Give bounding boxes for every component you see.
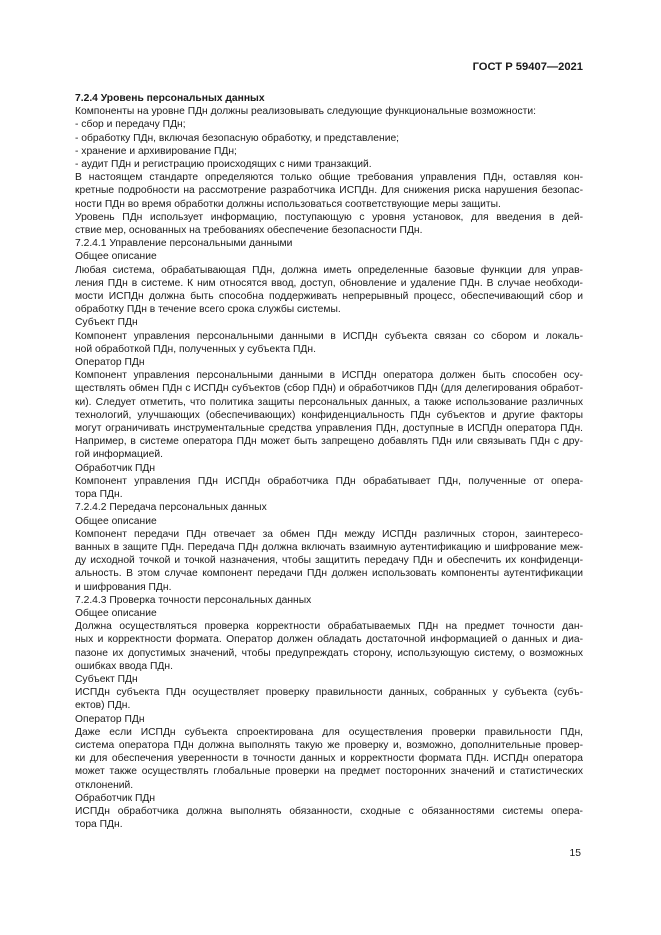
paragraph-line: Компонент управления персональными данными в ИСПДн субъекта связан со сбором и локаль- [75,330,583,342]
paragraph-line: ной обработкой ПДн, полученных у субъекта ПДн. [75,343,316,355]
paragraph-line: альность. В этом случае компонент передачи ПДн должен использовать компоненты аутентификации [75,568,583,580]
paragraph-line: ки для обеспечения уверенности в точности данных и корректности формата ПДн. ИСПДн оператора [75,753,583,765]
paragraph-line: ИСПДн субъекта ПДн осуществляет проверку правильности данных, собранных у субъекта (субъ- [75,687,583,699]
paragraph-line: и шифрования ПДн. [75,581,172,593]
paragraph-line: тора ПДн. [75,489,123,501]
paragraph-line: обработку ПДн в течение всего срока службы системы. [75,304,341,316]
paragraph-line: пазоне их допустимых значений, чтобы предупреждать сторону, использующую систему, о возможных [75,647,583,659]
paragraph-line: Компонент передачи ПДн отвечает за обмен ПДн между ИСПДн различных сторон, заинтересо- [75,528,583,540]
paragraph-line: кретные подробности на рассмотрение разработчика ИСПДн. Для снижения риска нарушения безопас- [75,185,583,197]
subsection-label: Оператор ПДн [75,713,145,725]
subsection-label: Общее описание [75,515,157,527]
list-item: - хранение и архивирование ПДн; [75,145,237,157]
subsection-label: Общее описание [75,607,157,619]
paragraph-line: ванных в защите ПДн. Передача ПДн должна включать взаимную аутентификацию и шифрование меж- [75,541,583,553]
list-item: - сбор и передачу ПДн; [75,119,186,131]
subsection-label: Оператор ПДн [75,357,145,369]
subsection-label: Субъект ПДн [75,673,138,685]
intro-text: Компоненты на уровне ПДн должны реализовывать следующие функциональные возможности: [75,106,536,118]
paragraph-line: технологий, улучшающих (обеспечивающих) конфиденциальность ПДн субъектов и другие факторы [75,409,583,421]
paragraph-line: ИСПДн обработчика должна выполнять обязанности, сходные с обязанностями системы опера- [75,805,583,817]
page-number: 15 [569,848,581,859]
paragraph-line: мости ИСПДн должна быть способна поддерживать непрерывный процесс, обеспечивающий сбор и [75,291,583,303]
subsection-label: Обработчик ПДн [75,792,156,804]
paragraph-line: может также осуществлять глобальные проверки на предмет посторонних значений и статистических [75,766,583,778]
list-item: - обработку ПДн, включая безопасную обработку, и представление; [75,132,400,144]
section-heading: 7.2.4 Уровень персональных данных [75,93,265,104]
subsection-title: 7.2.4.2 Передача персональных данных [75,502,267,514]
paragraph-line: ления ПДн в системе. К ним относятся ввод, доступ, обновление и удаление ПДн. В случае необходи- [75,277,583,289]
paragraph-line: ду исходной точкой и точкой назначения, чтобы защитить передачу ПДн и обеспечить их конфиденци- [75,555,583,567]
paragraph-line: ектов) ПДн. [75,700,131,712]
paragraph-line: Компонент управления ПДн ИСПДн обработчика ПДн обрабатывает ПДн, полученные от опера- [75,475,583,487]
paragraph-line: тора ПДн. [75,819,123,831]
paragraph-line: Компонент управления персональными данными в ИСПДн оператора должен быть способен осу- [75,370,583,382]
subsection-label: Субъект ПДн [75,317,138,329]
paragraph-line: ности ПДн во время обработки должны использоваться соответствующие меры защиты. [75,198,501,210]
paragraph-line: ществлять обмен ПДн с ИСПДн субъектов (сбор ПДн) и обработчиков ПДн (для делегирования обработ- [75,383,583,395]
standard-header: ГОСТ Р 59407—2021 [472,61,583,73]
paragraph-line: Уровень ПДн использует информацию, поступающую с уровня установок, для введения в дей- [75,211,583,223]
paragraph-line: отклонений. [75,779,134,791]
paragraph-line: В настоящем стандарте определяются только общие требования управления ПДн, оставляя кон- [75,172,583,184]
paragraph-line: ствие мер, основанных на требованиях обеспечение безопасности ПДн. [75,225,423,237]
subsection-title: 7.2.4.1 Управление персональными данными [75,238,293,250]
subsection-title: 7.2.4.3 Проверка точности персональных данных [75,594,312,606]
list-item: - аудит ПДн и регистрацию происходящих с ними транзакций. [75,159,372,171]
paragraph-line: Например, в системе оператора ПДн может быть запрещено добавлять ПДн или связывать ПДн с дру- [75,436,583,448]
paragraph-line: Даже если ИСПДн субъекта спроектирована для осуществления проверки правильности ПДн, [75,726,583,738]
paragraph-line: Любая система, обрабатывающая ПДн, должна иметь определенные базовые функции для управ- [75,264,583,276]
subsection-label: Общее описание [75,251,157,263]
paragraph-line: гой информацией. [75,449,164,461]
subsection-label: Обработчик ПДн [75,462,156,474]
paragraph-line: ошибках ввода ПДн. [75,660,173,672]
paragraph-line: Должна осуществляться проверка корректности обрабатываемых ПДн на предмет точности дан- [75,621,583,633]
paragraph-line: могут ограничивать инструментальные средства управления ПДн, доступные в ИСПДн оператора ПДн. [75,423,583,435]
document-body [75,92,583,831]
paragraph-line: система оператора ПДн должна выполнять такую же проверку и, возможно, дополнительные провер- [75,739,583,751]
paragraph-line: ных и корректности формата. Оператор должен обладать достаточной информацией о данных и диа- [75,634,583,646]
paragraph-line: ки). Следует отметить, что политика защиты персональных данных, а также использование различных [75,396,583,408]
